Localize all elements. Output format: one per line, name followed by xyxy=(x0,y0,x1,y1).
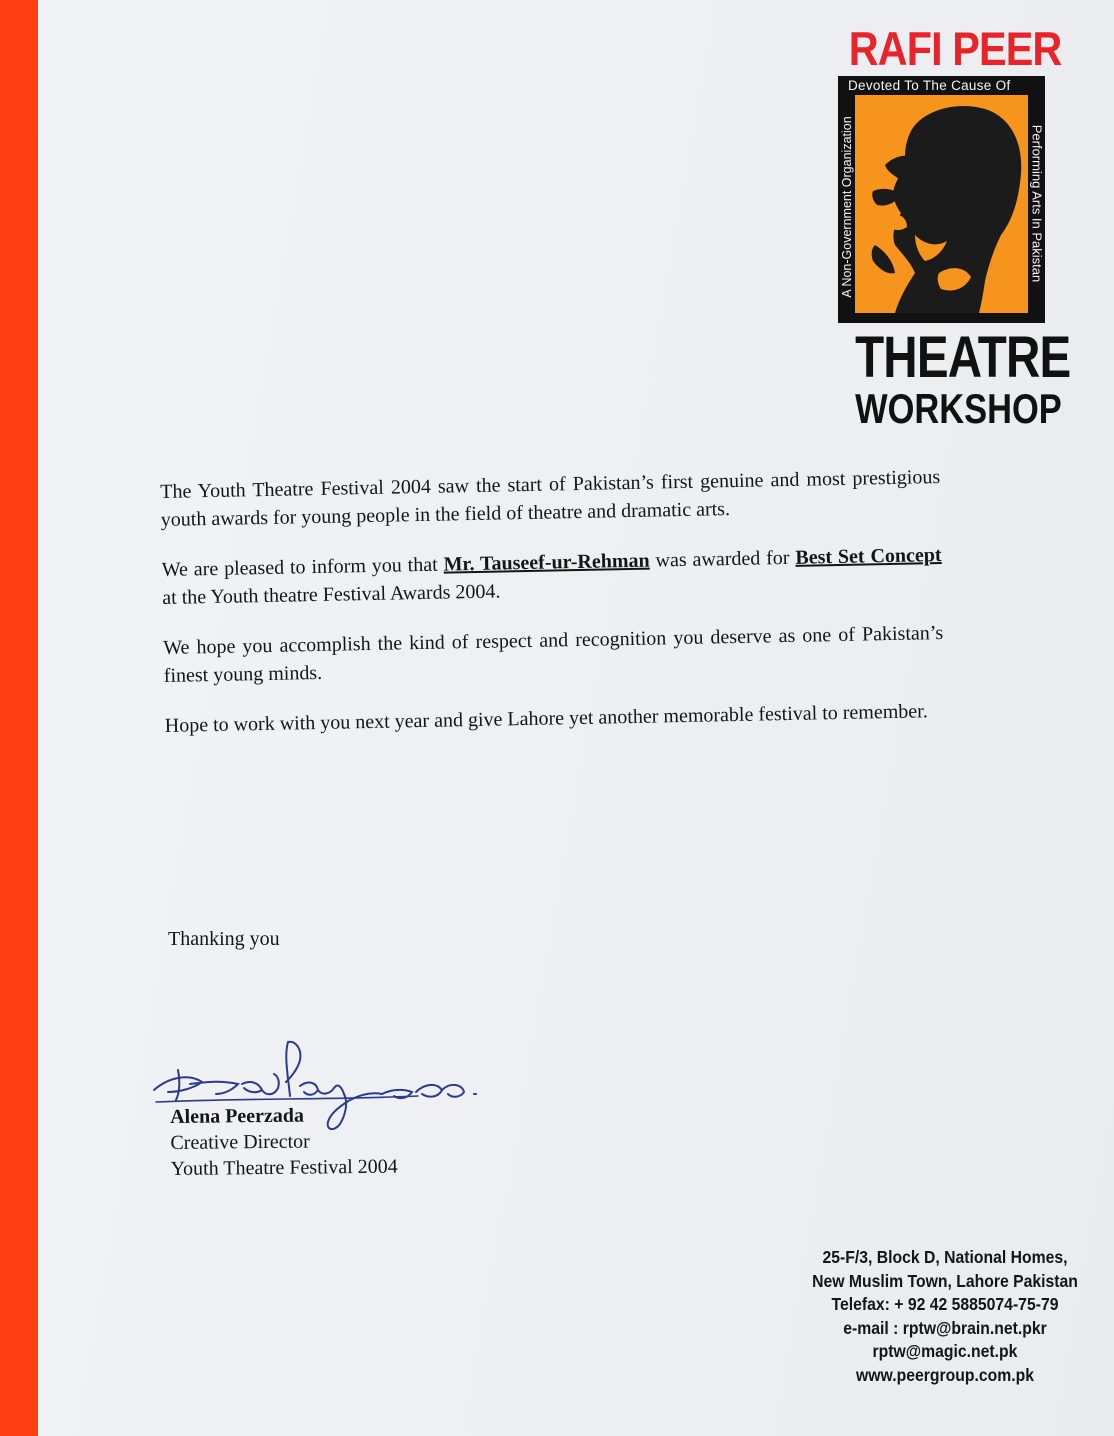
logo-caption-top: Devoted To The Cause Of xyxy=(848,78,1011,93)
award-text-before: We are pleased to inform you that xyxy=(161,553,444,581)
paragraph-intro: The Youth Theatre Festival 2004 saw the start of Pakistan’s first genuine and most prestigious youth awards for young people in the field of theatre and dramatic arts. xyxy=(160,466,941,531)
logo-caption-right: Performing Arts In Pakistan xyxy=(1029,124,1045,283)
recipient-name: Mr. Tauseef-ur-Rehman xyxy=(443,549,650,576)
paragraph-closing: Hope to work with you next year and give Lahore yet another memorable festival to remember. xyxy=(164,700,928,737)
address-telefax: Telefax: + 92 42 5885074-75-79 xyxy=(831,1294,1059,1314)
address-website: www.peergroup.com.pk xyxy=(856,1364,1034,1385)
portrait-image xyxy=(855,95,1028,313)
logo-theatre-text: THEATRE xyxy=(855,325,1071,390)
address-line-city: New Muslim Town, Lahore Pakistan xyxy=(812,1270,1078,1291)
margin-stripe xyxy=(0,0,38,1436)
logo-workshop-text: WORKSHOP xyxy=(855,385,1062,432)
logo-caption-left: A Non-Government Organization xyxy=(840,116,854,298)
signatory-block xyxy=(170,1102,398,1182)
signatory-organization: Youth Theatre Festival 2004 xyxy=(170,1155,398,1180)
paragraph-wishes: We hope you accomplish the kind of respect and recognition you deserve as one of Pakistan’s finest young minds. xyxy=(163,621,944,687)
award-category: Best Set Concept xyxy=(795,544,942,569)
signatory-name: Alena Peerzada xyxy=(170,1104,305,1128)
paragraph-award xyxy=(161,541,942,612)
organization-logo xyxy=(836,22,1071,432)
closing-salutation: Thanking you xyxy=(168,928,280,950)
letter-body xyxy=(160,463,945,762)
logo-title: RAFI PEER xyxy=(848,22,1062,75)
contact-address xyxy=(806,1246,1085,1387)
award-text-after: at the Youth theatre Festival Awards 2004. xyxy=(162,580,501,609)
award-text-middle: was awarded for xyxy=(649,546,796,572)
logo-emblem xyxy=(838,76,1045,323)
address-email-primary: e-mail : rptw@brain.net.pkr xyxy=(843,1317,1047,1338)
address-email-secondary: rptw@magic.net.pk xyxy=(872,1341,1018,1361)
signatory-role: Creative Director xyxy=(170,1130,310,1154)
address-line-street: 25-F/3, Block D, National Homes, xyxy=(822,1247,1068,1267)
